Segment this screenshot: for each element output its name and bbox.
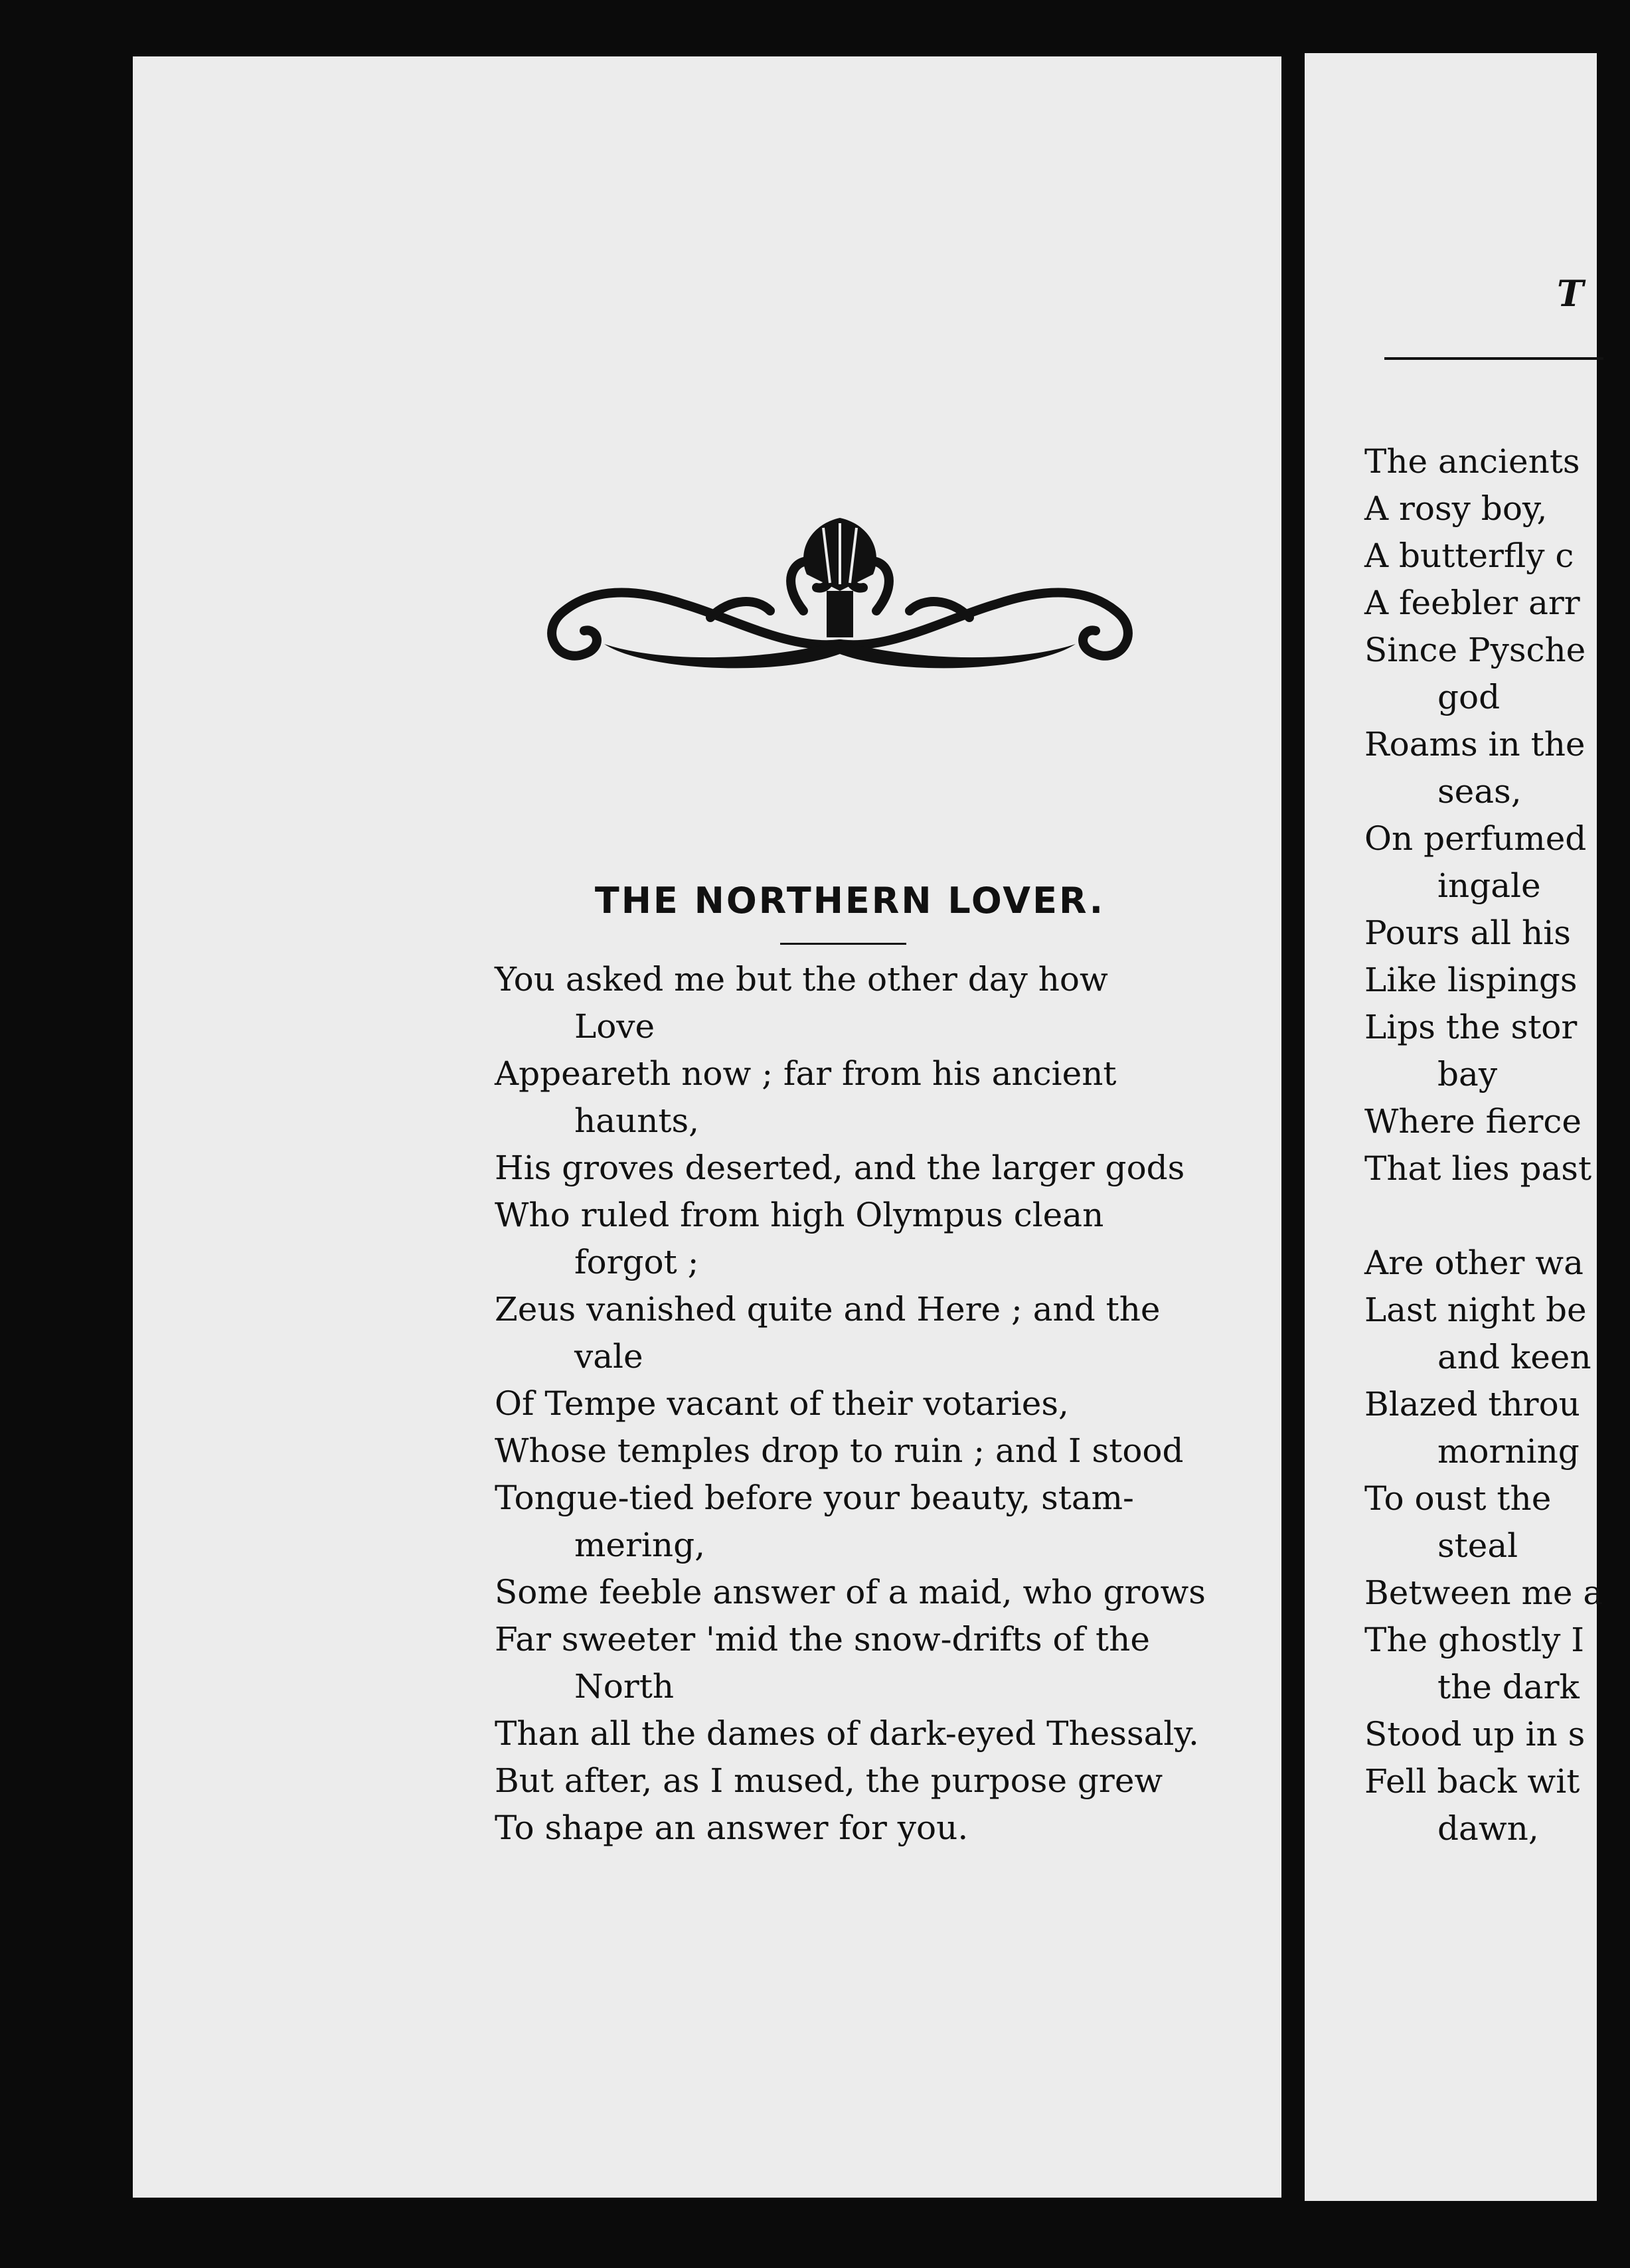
poem-line: Last night be [1364,1291,1587,1329]
poem-line [1364,1192,1630,1240]
poem-line: steal [1437,1526,1518,1565]
poem-line: A rosy boy, [1364,489,1548,528]
poem-line: Tongue-tied before your beauty, stam- [495,1479,1134,1517]
poem-line: Fell back wit [1364,1762,1580,1801]
right-page-poem [1364,438,1630,1852]
title-divider [780,943,906,945]
poem-line: To shape an answer for you. [495,1809,969,1847]
poem-line: On perfumed [1364,819,1587,858]
right-page-heading: T [1557,272,1584,315]
poem-line: dawn, [1437,1809,1539,1848]
poem-line: Where fierce [1364,1102,1582,1141]
poem-line: Like lispings [1364,961,1578,999]
poem-line: Between me a [1364,1574,1603,1612]
poem-line: Zeus vanished quite and Here ; and the [495,1290,1161,1329]
poem-line: Appeareth now ; far from his ancient [495,1054,1117,1093]
poem-line: Love [574,1007,655,1046]
poem-line: Whose temples drop to ruin ; and I stood [495,1431,1184,1470]
poem-line: Lips the stor [1364,1008,1578,1046]
poem-line: Of Tempe vacant of their votaries, [495,1384,1069,1423]
poem-line: morning [1437,1432,1580,1471]
poem-line: That lies past [1364,1149,1592,1188]
poem-line: Far sweeter 'mid the snow-drifts of the [495,1620,1150,1659]
poem-line: Blazed throu [1364,1385,1580,1423]
right-page-rule [1384,357,1603,360]
poem-line: Since Pysche [1364,631,1586,669]
poem-line: ingale [1437,866,1541,905]
poem-line: god [1437,678,1501,716]
poem-line: Stood up in s [1364,1715,1586,1753]
scroll-ornament-icon [511,511,1169,690]
poem-line: To oust the [1364,1479,1552,1518]
poem-title: THE NORTHERN LOVER. [594,880,1105,922]
poem-line: North [574,1667,675,1706]
poem-line: Roams in the [1364,725,1586,764]
poem-line: Who ruled from high Olympus clean [495,1196,1104,1234]
poem-line: A butterfly c [1364,536,1574,575]
poem-line: But after, as I mused, the purpose grew [495,1761,1163,1800]
poem-line: mering, [574,1526,705,1564]
poem-line: and keen [1437,1338,1591,1376]
poem-line: The ancients [1364,442,1580,481]
poem-line: seas, [1437,772,1522,811]
poem-line: Than all the dames of dark-eyed Thessaly. [495,1714,1199,1753]
poem-line: forgot ; [574,1243,699,1281]
poem-line: bay [1437,1055,1498,1094]
poem-line: Pours all his [1364,914,1571,952]
poem-line: You asked me but the other day how [495,960,1108,999]
poem-line: Some feeble answer of a maid, who grows [495,1573,1206,1611]
poem-line: His groves deserted, and the larger gods [495,1149,1185,1187]
poem-body [495,956,1206,1852]
poem-line: the dark [1437,1668,1580,1706]
poem-line: The ghostly I [1364,1621,1584,1659]
poem-line: Are other wa [1364,1244,1584,1282]
poem-line: A feebler arr [1364,584,1580,622]
poem-line: vale [574,1337,643,1376]
poem-line: haunts, [574,1101,700,1140]
